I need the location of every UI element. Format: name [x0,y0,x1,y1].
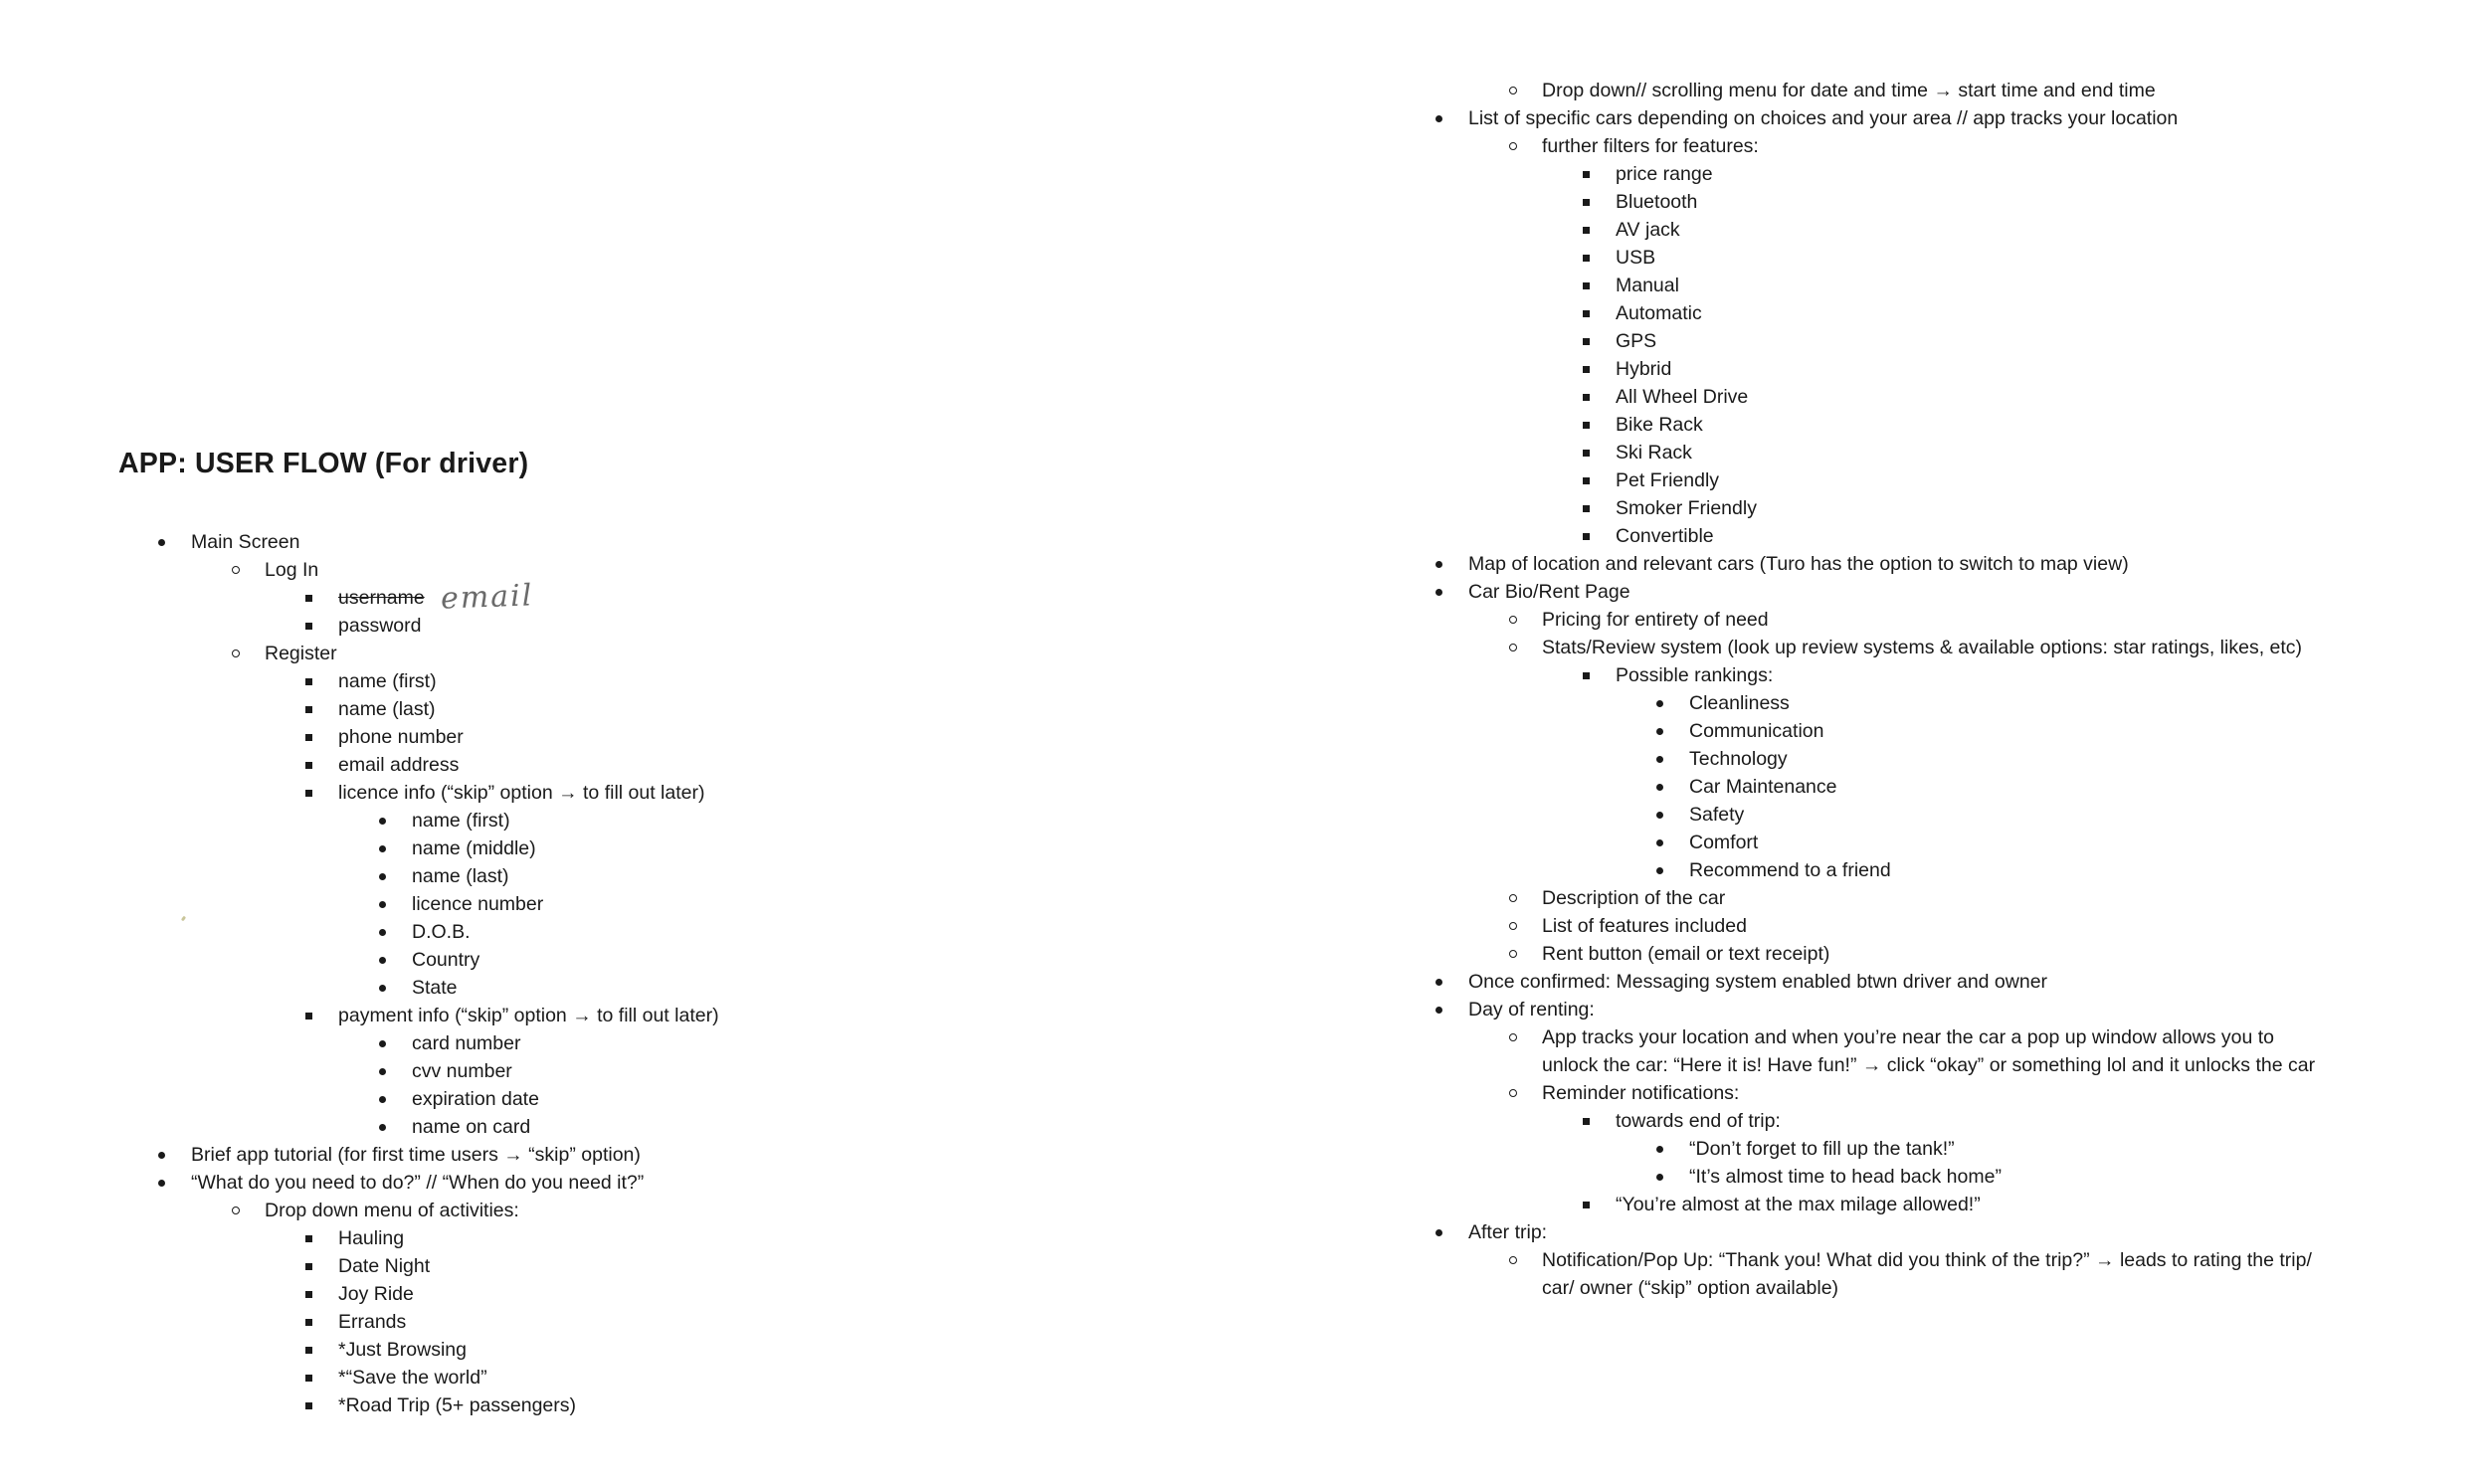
outline-item [1468,606,2315,634]
sub-list [1616,689,2315,884]
item-text: name (middle) [412,837,536,859]
outline-item [0,528,719,1141]
outline-item [0,1169,719,1419]
sub-list [265,667,719,1141]
outline-item [338,946,719,974]
item-text: Pricing for entirety of need [1542,609,1769,631]
handwritten-annotation: email [440,578,534,617]
outline-item [1468,940,2315,968]
outline-item [1542,299,2315,327]
sub-list [1542,160,2315,550]
item-text: payment info (“skip” option → to fill out later) [338,1005,719,1026]
outline-item [338,807,719,835]
outline-item [1244,996,2315,1218]
item-text: GPS [1616,330,1657,352]
outline-item [1542,355,2315,383]
item-text: Pet Friendly [1616,469,1720,491]
item-text: Country [412,949,480,971]
item-text: “You’re almost at the max milage allowed!” [1616,1194,1981,1215]
outline-item [265,1391,719,1419]
item-text: Drop down// scrolling menu for date and time → start time and end time [1542,80,2156,101]
item-text: Joy Ride [338,1283,414,1305]
item-text: cvv number [412,1060,512,1082]
item-text: further filters for features: [1542,135,1759,157]
item-text: Automatic [1616,302,1702,324]
sub-list [1468,77,2315,104]
right-page [1244,0,2487,1484]
outline-item [265,1364,719,1391]
outline-item [1616,1135,2315,1163]
outline-item [338,890,719,918]
item-text: After trip: [1468,1221,1548,1243]
item-text: Rent button (email or text receipt) [1542,943,1830,965]
outline-item [1244,968,2315,996]
outline-item [0,1141,719,1169]
outline-item [1468,912,2315,940]
item-text: Hybrid [1616,358,1672,380]
outline-item [1542,1191,2315,1218]
outline-item [1468,1023,2315,1079]
item-text: Notification/Pop Up: “Thank you! What did you think of the trip?” → leads to rating the trip/ [1542,1249,2312,1271]
item-text: Description of the car [1542,887,1726,909]
outline-item [1244,578,2315,968]
outline-item [1616,856,2315,884]
outline-item [265,779,719,1002]
outline-item [1244,1218,2315,1302]
outline-item [1468,634,2315,884]
item-text: Safety [1689,804,1745,826]
item-text-continuation: unlock the car: “Here it is! Have fun!” → click “okay” or something lol and it unlocks the car [1542,1054,2316,1076]
item-text: “It’s almost time to head back home” [1689,1166,2002,1188]
item-text: Comfort [1689,832,1759,853]
outline-item [1468,77,2315,104]
item-text: Manual [1616,275,1679,296]
outline-item [338,835,719,862]
sub-list [1468,1246,2315,1302]
sub-list [1468,132,2315,550]
outline-item [1244,104,2315,550]
item-text: expiration date [412,1088,539,1110]
item-text: *“Save the world” [338,1367,487,1389]
item-text: name (last) [338,698,436,720]
item-text: Date Night [338,1255,431,1277]
outline-item [1542,188,2315,216]
item-text: Reminder notifications: [1542,1082,1740,1104]
outline-item [1468,1079,2315,1218]
item-text: name (first) [338,670,437,692]
outline-item [1542,522,2315,550]
sub-list [265,578,719,640]
item-text: Drop down menu of activities: [265,1200,519,1221]
sub-list [1616,1135,2315,1191]
item-text: name (last) [412,865,509,887]
outline-item [1468,132,2315,550]
item-text: Map of location and relevant cars (Turo has the option to switch to map view) [1468,553,2129,575]
outline-item [1616,773,2315,801]
item-text: Bike Rack [1616,414,1703,436]
item-text: “Don’t forget to fill up the tank!” [1689,1138,1955,1160]
outline-item [265,1308,719,1336]
outline-item [1616,1163,2315,1191]
item-text: Communication [1689,720,1824,742]
item-text: Main Screen [191,531,300,553]
outline-item [1542,160,2315,188]
sub-list [191,556,719,1141]
item-text: card number [412,1032,521,1054]
item-text: *Just Browsing [338,1339,467,1361]
item-text: price range [1616,163,1713,185]
outline-item [191,556,719,640]
outline-item [1542,216,2315,244]
sub-list [1468,606,2315,968]
outline-item [265,1280,719,1308]
item-text: towards end of trip: [1616,1110,1781,1132]
item-text: D.O.B. [412,921,471,943]
sub-list [191,1197,719,1419]
outline-item [1542,411,2315,439]
sub-list [1468,1023,2315,1218]
outline-item [265,1252,719,1280]
outline-item [191,1197,719,1419]
outline-item [1542,439,2315,466]
item-text: List of features included [1542,915,1747,937]
outline-item [1542,466,2315,494]
item-text: phone number [338,726,464,748]
outline-item [1616,717,2315,745]
item-text: Possible rankings: [1616,664,1774,686]
outline-item [1616,689,2315,717]
outline-item [191,640,719,1141]
item-text: name (first) [412,810,510,832]
outline-item [1616,745,2315,773]
item-text: List of specific cars depending on choices and your area // app tracks your location [1468,107,2179,129]
item-text: Car Maintenance [1689,776,1837,798]
right-outline [1244,80,2316,1302]
item-text: Cleanliness [1689,692,1790,714]
outline-item [1542,1107,2315,1191]
outline-item [1542,383,2315,411]
outline-item [265,695,719,723]
outline-item [338,862,719,890]
outline-item [338,974,719,1002]
item-text: Day of renting: [1468,999,1595,1020]
item-text: Bluetooth [1616,191,1698,213]
outline-item [1468,884,2315,912]
item-text: password [338,615,422,637]
outline-item [1468,1246,2315,1302]
sub-list [1542,661,2315,884]
sub-list [265,1224,719,1419]
outline-item [265,667,719,695]
item-text: Brief app tutorial (for first time users → “skip” option) [191,1144,641,1166]
item-text-continuation: car/ owner (“skip” option available) [1542,1277,1839,1299]
outline-item [265,612,719,640]
left-outline [0,528,719,1419]
outline-item [338,1085,719,1113]
outline-item [1542,272,2315,299]
outline-item [1616,829,2315,856]
outline-item [1244,550,2315,578]
outline-item [1616,801,2315,829]
sub-list [338,1029,719,1141]
outline-item [338,1057,719,1085]
item-text: Smoker Friendly [1616,497,1757,519]
item-text: licence info (“skip” option → to fill out later) [338,782,705,804]
item-text: Log In [265,559,319,581]
outline-item [265,578,719,617]
item-text: Car Bio/Rent Page [1468,581,1630,603]
item-text: App tracks your location and when you’re near the car a pop up window allows you to [1542,1026,2275,1048]
outline-item [1542,327,2315,355]
item-text: username [338,587,425,609]
item-text: Recommend to a friend [1689,859,1891,881]
outline-item [1542,494,2315,522]
outline-item [265,751,719,779]
sub-list [338,807,719,1002]
item-text: email address [338,754,460,776]
document-title: APP: USER FLOW (For driver) [118,448,529,479]
outline-item [265,723,719,751]
outline-item [338,1113,719,1141]
item-text: Ski Rack [1616,442,1692,464]
item-text: Errands [338,1311,407,1333]
item-text: Hauling [338,1227,405,1249]
sub-list [1542,1107,2315,1218]
item-text: Stats/Review system (look up review systems & available options: star ratings, likes, etc) [1542,637,2303,658]
item-text: AV jack [1616,219,1680,241]
item-text: Once confirmed: Messaging system enabled btwn driver and owner [1468,971,2048,993]
outline-item [265,1002,719,1141]
outline-item [338,918,719,946]
item-text: Register [265,643,337,664]
item-text: Technology [1689,748,1788,770]
item-text: State [412,977,458,999]
item-text: licence number [412,893,544,915]
item-text: *Road Trip (5+ passengers) [338,1394,576,1416]
item-text: “What do you need to do?” // “When do you need it?” [191,1172,645,1194]
item-text: All Wheel Drive [1616,386,1749,408]
item-text: name on card [412,1116,531,1138]
item-text: USB [1616,247,1656,269]
item-text: Convertible [1616,525,1714,547]
outline-item [265,1336,719,1364]
outline-item [1542,661,2315,884]
outline-item [1542,244,2315,272]
outline-item [265,1224,719,1252]
outline-item [338,1029,719,1057]
